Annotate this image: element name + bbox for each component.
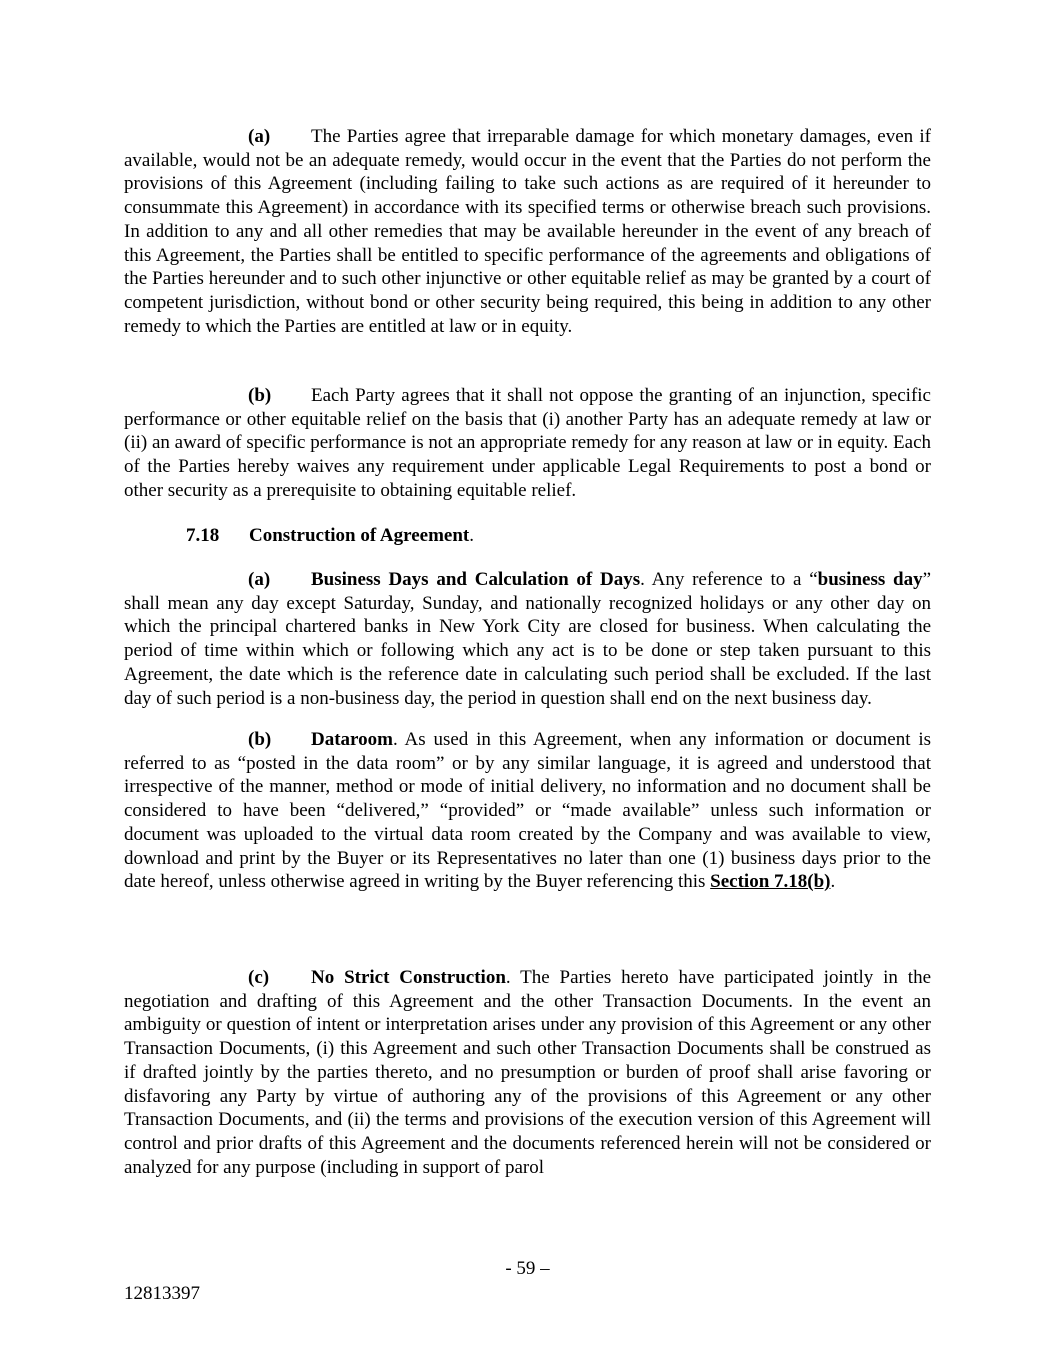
paragraph-text-lead: . Any reference to a “ [640,569,818,590]
section-reference-link[interactable]: Section 7.18(b) [710,871,831,893]
paragraph-text: . The Parties hereto have participated jointly in the negotiation and drafting of this Agreement and the other Transaction Documents. In the event an ambiguity or question of intent or interpretation arises under any provision of this Agreement or any other Transaction Documents, (i) this Agreement and such other Transaction Documents shall be construed as if drafted jointly by the parties thereto, and no presumption or burden of proof shall arise favoring or disfavoring any Party by virtue of authoring any of the provisions of this Agreement or any other Transaction Documents, and (ii) the terms and provisions of the execution version of this Agreement will control and prior drafts of this Agreement and the documents referenced herein will not be considered or analyzed for any purpose (including in support of parol [124,967,931,1178]
paragraph-label: (b) [248,729,272,750]
paragraph-7-18-c [124,966,931,1179]
paragraph-label: (b) [248,385,272,406]
paragraph-text: . As used in this Agreement, when any information or document is referred to as “posted in the data room” or by any similar language, it is agreed and understood that irrespective of the manner, method or mode of initial delivery, no information and no document shall be considered to have been “delivered,” “provided” or “made available” unless such information or document was uploaded to the virtual data room created by the Company and was available to view, download and print by the Buyer or its Representatives no later than one (1) business days prior to the date hereof, unless otherwise agreed in writing by the Buyer referencing this [124,729,931,893]
paragraph-text: ” shall mean any day except Saturday, Sunday, and nationally recognized holidays or any other day on which the principal chartered banks in New York City are closed for business. When calculating the period of time within which or following which any act is to be done or step taken pursuant to this Agreement, the date which is the reference date in calculating such period shall be excluded. If the last day of such period is a non-business day, the period in question shall end on the next business day. [124,569,932,709]
paragraph-7-18-a [124,568,931,710]
paragraph-label: (a) [248,569,271,590]
page-number: - 59 – [505,1258,550,1279]
defined-term: business day [817,569,923,590]
paragraph-title: Business Days and Calculation of Days [311,569,641,590]
paragraph-label: (c) [248,967,270,988]
paragraph-title: No Strict Construction [311,967,506,988]
paragraph-title: Dataroom [311,729,393,750]
section-number: 7.18 [186,525,220,546]
paragraph-7-17-a [124,125,931,338]
document-id: 12813397 [124,1283,200,1304]
section-title-period: . [469,525,474,546]
section-heading-7-18 [186,524,474,548]
paragraph-end: . [830,871,836,893]
paragraph-label: (a) [248,126,271,147]
paragraph-text: Each Party agrees that it shall not oppose the granting of an injunction, specific performance or other equitable relief on the basis that (i) another Party has an adequate remedy at law or (ii) an award of specific performance is not an appropriate remedy for any reason at law or in equity. Each of the Parties hereby waives any requirement under applicable Legal Requirements to post a bond or other security as a prerequisite to obtaining equitable relief. [124,385,931,501]
section-title: Construction of Agreement [249,525,470,546]
paragraph-7-18-b [124,728,931,894]
paragraph-7-17-b [124,384,931,503]
paragraph-text: The Parties agree that irreparable damage for which monetary damages, even if available, would not be an adequate remedy, would occur in the event that the Parties do not perform the provisions of this Agreement (including failing to take such actions as are required of it hereunder to consummate this Agreement) in accordance with its specified terms or otherwise breach such provisions. In addition to any and all other remedies that may be available hereunder in the event of any breach of this Agreement, the Parties shall be entitled to specific performance of the agreements and obligations of the Parties hereunder and to such other injunctive or other equitable relief as may be granted by a court of competent jurisdiction, without bond or other security being required, this being in addition to any other remedy to which the Parties are entitled at law or in equity. [124,126,931,337]
